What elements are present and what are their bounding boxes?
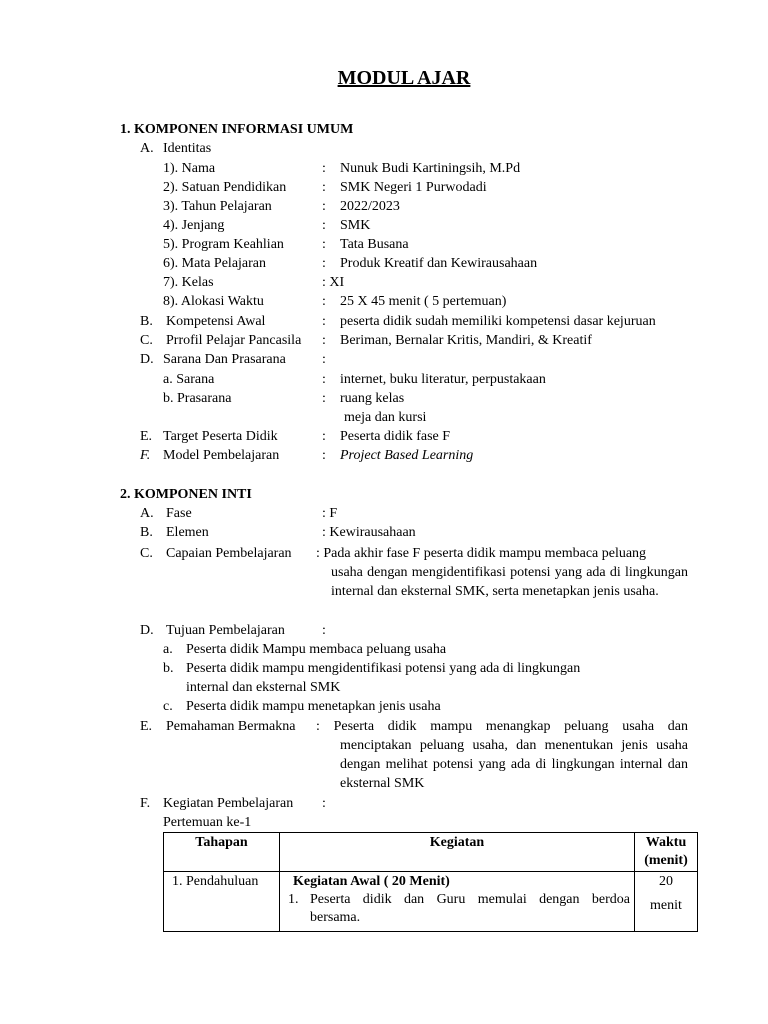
capaian-text: usaha dengan mengidentifikasi potensi yang ada di lingkungan internal dan eksternal SMK, serta menetapkan jenis usaha. xyxy=(331,565,688,599)
field-sep: : XI xyxy=(322,275,345,290)
cell-waktu xyxy=(635,872,698,932)
field-value: SMK Negeri 1 Purwodadi xyxy=(340,180,487,195)
prasarana-value-2: meja dan kursi xyxy=(344,410,427,425)
list-item: Peserta didik Mampu membaca peluang usaha xyxy=(186,642,447,657)
model-label: Model Pembelajaran xyxy=(163,448,280,463)
section1-heading: 1. KOMPONEN INFORMASI UMUM xyxy=(120,122,354,137)
field-value: Tata Busana xyxy=(340,237,409,252)
list-marker: a. xyxy=(163,642,173,657)
field-label: 7). Kelas xyxy=(163,275,214,290)
field-value: 2022/2023 xyxy=(340,199,400,214)
fase-value: : F xyxy=(322,506,338,521)
item-value: peserta didik sudah memiliki kompetensi dasar kejuruan xyxy=(340,314,656,329)
list-item-continuation: internal dan eksternal SMK xyxy=(186,680,341,695)
step-number: 1. xyxy=(288,892,299,907)
field-value: Nunuk Budi Kartiningsih, M.Pd xyxy=(340,161,521,176)
cell-kegiatan xyxy=(280,872,635,932)
pemahaman-first-line: : Peserta didik mampu menangkap peluang usaha dan xyxy=(316,719,688,734)
cell-tahapan xyxy=(164,872,280,932)
list-item: Peserta didik mampu mengidentifikasi potensi yang ada di lingkungan xyxy=(186,661,581,676)
field-sep: : xyxy=(322,256,326,271)
item-letter: B. xyxy=(140,314,153,329)
header-kegiatan: Kegiatan xyxy=(280,833,635,872)
field-label: 2). Satuan Pendidikan xyxy=(163,180,287,195)
table-header-row xyxy=(164,833,698,872)
tujuan-sep: : xyxy=(322,623,326,638)
waktu-unit: menit xyxy=(650,898,682,913)
identitas-letter: A. xyxy=(140,141,154,156)
field-label: 8). Alokasi Waktu xyxy=(163,294,264,309)
step-text: Peserta didik dan Guru memulai dengan berdoa bersama. xyxy=(310,892,630,925)
pemahaman-text: menciptakan peluang usaha, dan menentukan jenis usaha dengan melihat potensi yang ada di lingkungan internal dan eksternal SMK xyxy=(340,738,688,791)
target-label: Target Peserta Didik xyxy=(163,429,278,444)
kegiatan-step xyxy=(284,891,630,927)
sarana-value: internet, buku literatur, perpustakaan xyxy=(340,372,546,387)
field-sep: : xyxy=(322,180,326,195)
elemen-value: : Kewirausahaan xyxy=(322,525,416,540)
pemahaman-letter: E. xyxy=(140,719,153,734)
field-label: 1). Nama xyxy=(163,161,216,176)
header-tahapan: Tahapan xyxy=(164,833,280,872)
item-label: Sarana Dan Prasarana xyxy=(163,352,286,367)
prasarana-sep: : xyxy=(322,391,326,406)
item-value: Beriman, Bernalar Kritis, Mandiri, & Kreatif xyxy=(340,333,592,348)
target-letter: E. xyxy=(140,429,153,444)
field-label: 4). Jenjang xyxy=(163,218,225,233)
field-value: Produk Kreatif dan Kewirausahaan xyxy=(340,256,538,271)
model-sep: : xyxy=(322,448,326,463)
pertemuan-label: Pertemuan ke-1 xyxy=(163,815,252,830)
kegiatan-title: Kegiatan Awal ( 20 Menit) xyxy=(293,874,450,889)
kegiatan-label: Kegiatan Pembelajaran xyxy=(163,796,294,811)
sarana-label: a. Sarana xyxy=(163,372,215,387)
prasarana-label: b. Prasarana xyxy=(163,391,232,406)
tujuan-letter: D. xyxy=(140,623,154,638)
model-letter: F. xyxy=(140,448,151,463)
kegiatan-letter: F. xyxy=(140,796,151,811)
elemen-letter: B. xyxy=(140,525,153,540)
kegiatan-table xyxy=(163,832,698,932)
pemahaman-label: Pemahaman Bermakna xyxy=(166,719,296,734)
field-sep: : xyxy=(322,161,326,176)
field-label: 6). Mata Pelajaran xyxy=(163,256,267,271)
field-sep: : xyxy=(322,294,326,309)
list-item: Peserta didik mampu menetapkan jenis usaha xyxy=(186,699,441,714)
header-waktu: Waktu (menit) xyxy=(635,833,698,872)
field-sep: : xyxy=(322,218,326,233)
model-value: Project Based Learning xyxy=(340,448,474,463)
fase-letter: A. xyxy=(140,506,154,521)
section2-heading: 2. KOMPONEN INTI xyxy=(120,487,252,502)
field-value: SMK xyxy=(340,218,371,233)
list-marker: c. xyxy=(163,699,173,714)
list-marker: b. xyxy=(163,661,174,676)
tujuan-label: Tujuan Pembelajaran xyxy=(166,623,285,638)
item-label: Kompetensi Awal xyxy=(166,314,266,329)
tahapan-text: 1. Pendahuluan xyxy=(172,874,259,889)
field-label: 5). Program Keahlian xyxy=(163,237,284,252)
elemen-label: Elemen xyxy=(166,525,209,540)
document-title: MODUL AJAR xyxy=(337,67,471,89)
field-sep: : xyxy=(322,199,326,214)
item-letter: D. xyxy=(140,352,154,367)
item-sep: : xyxy=(322,314,326,329)
target-value: Peserta didik fase F xyxy=(340,429,451,444)
capaian-letter: C. xyxy=(140,546,153,561)
prasarana-value: ruang kelas xyxy=(340,391,405,406)
item-sep: : xyxy=(322,333,326,348)
sarana-sep: : xyxy=(322,372,326,387)
field-label: 3). Tahun Pelajaran xyxy=(163,199,272,214)
item-letter: C. xyxy=(140,333,153,348)
fase-label: Fase xyxy=(166,506,192,521)
item-sep: : xyxy=(322,352,326,367)
kegiatan-sep: : xyxy=(322,796,326,811)
capaian-first-line: : Pada akhir fase F peserta didik mampu membaca peluang xyxy=(316,546,647,561)
identitas-label: Identitas xyxy=(163,141,212,156)
field-sep: : xyxy=(322,237,326,252)
table-row xyxy=(164,872,698,932)
capaian-label: Capaian Pembelajaran xyxy=(166,546,292,561)
target-sep: : xyxy=(322,429,326,444)
item-label: Prrofil Pelajar Pancasila xyxy=(166,333,302,348)
field-value: 25 X 45 menit ( 5 pertemuan) xyxy=(340,294,507,309)
waktu-value: 20 xyxy=(659,874,673,889)
